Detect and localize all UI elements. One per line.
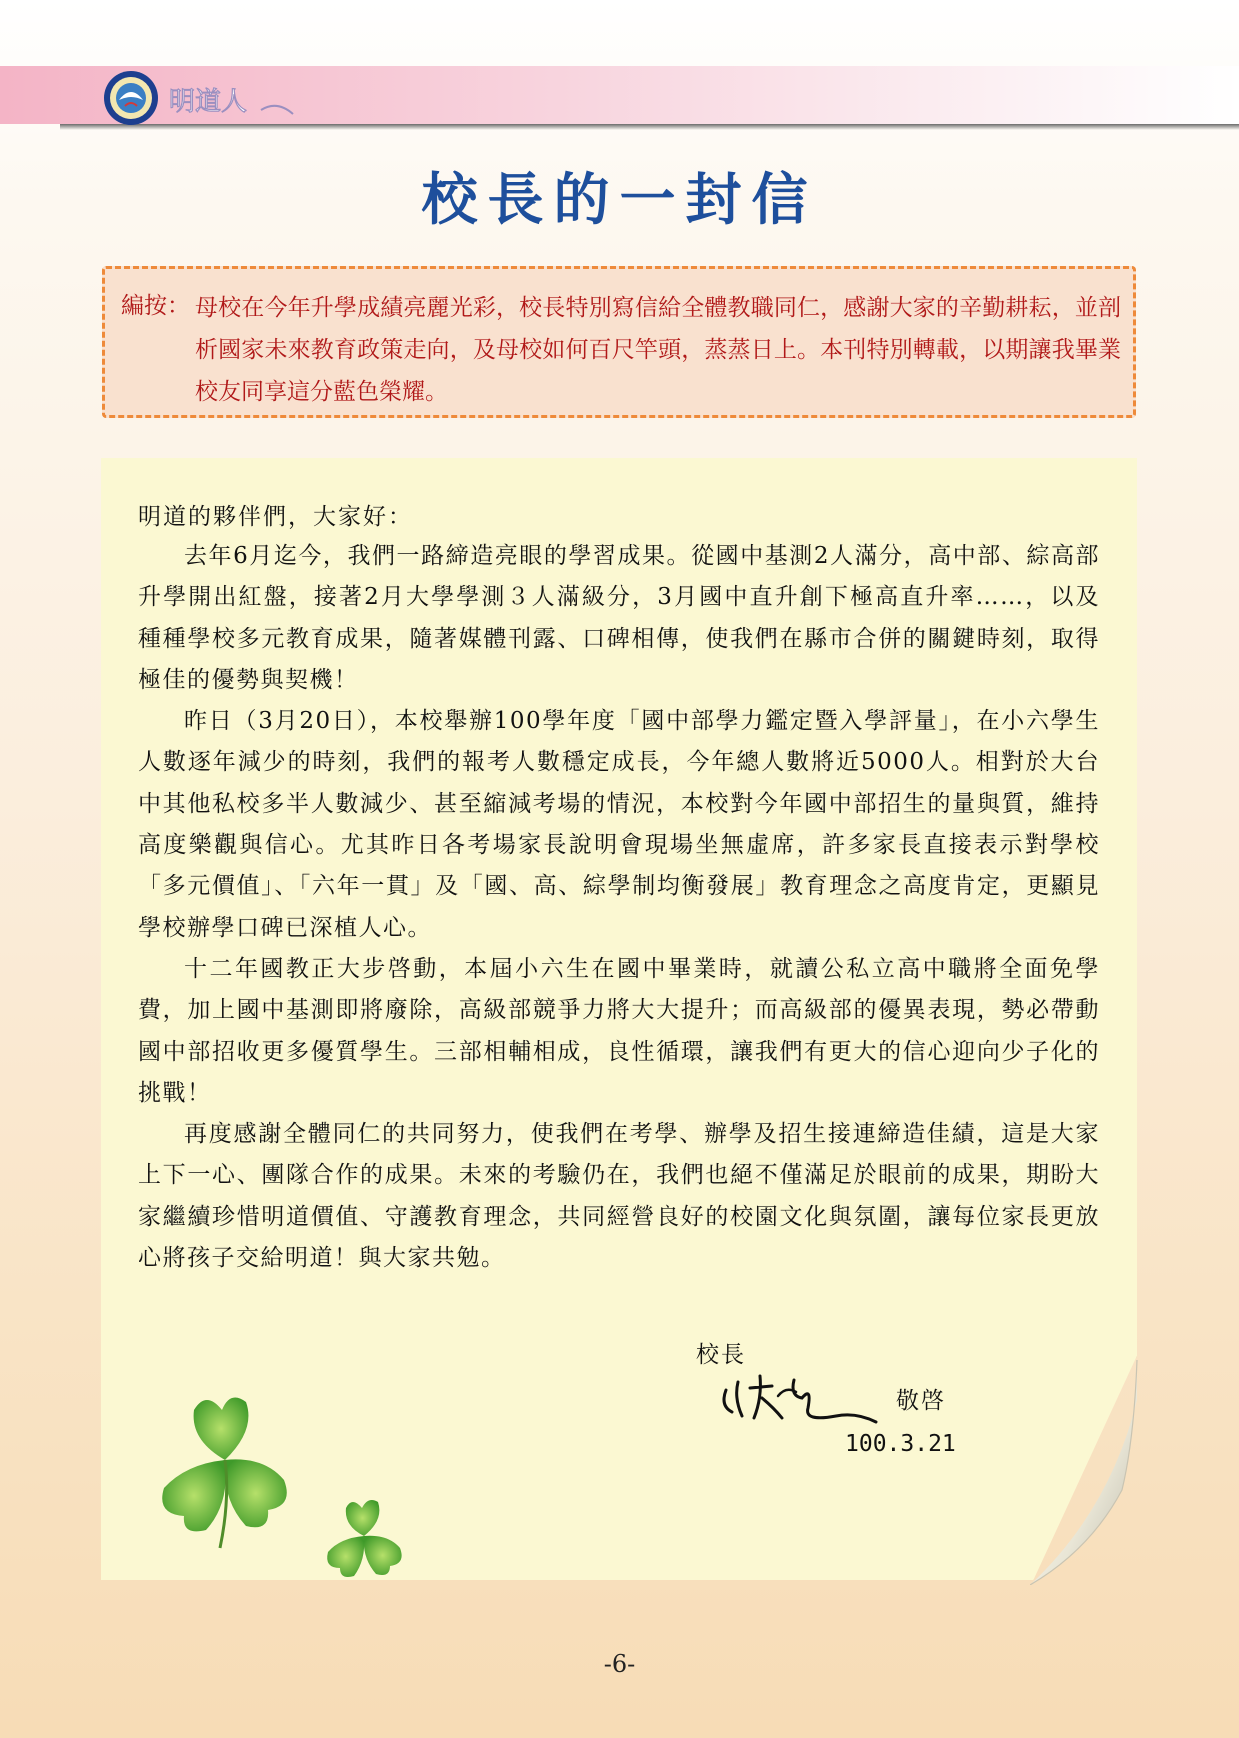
editor-note-label: 編按：	[121, 293, 190, 319]
letter-body	[138, 536, 1100, 1279]
editor-note-box	[102, 266, 1136, 418]
letter-paragraph: 去年6月迄今，我們一路締造亮眼的學習成果。從國中基測2人滿分，高中部、綜高部升學開出紅盤，接著2月大學學測３人滿級分，3月國中直升創下極高直升率……，以及種種學校多元教育成果，隨著媒體刊露、口碑相傳，使我們在縣市合併的關鍵時刻，取得極佳的優勢與契機！	[138, 543, 1100, 693]
school-emblem-icon	[103, 70, 159, 126]
letter-date: 100.3.21	[845, 1431, 956, 1457]
closing-salute: 敬啓	[896, 1388, 946, 1414]
small-clover-icon	[318, 1492, 410, 1582]
letter-greeting: 明道的夥伴們，大家好：	[138, 504, 413, 530]
large-clover-icon	[150, 1380, 300, 1550]
page-curl	[1030, 1360, 1140, 1585]
masthead-logotype	[165, 80, 305, 120]
letter-paragraph: 再度感謝全體同仁的共同努力，使我們在考學、辦學及招生接連締造佳績，這是大家上下一心、團隊合作的成果。未來的考驗仍在，我們也絕不僅滿足於眼前的成果，期盼大家繼續珍惜明道價值、守護教育理念，共同經營良好的校園文化與氛圍，讓每位家長更放心將孩子交給明道！與大家共勉。	[138, 1121, 1100, 1272]
header-shadow	[60, 124, 1239, 130]
closing-title: 校長	[696, 1342, 746, 1368]
letter-paragraph: 十二年國教正大步啓動，本屆小六生在國中畢業時，就讀公私立高中職將全面免學費，加上國中基測即將廢除，高級部競爭力將大大提升；而高級部的優異表現，勢必帶動國中部招收更多優質學生。三部相輔相成，良性循環，讓我們有更大的信心迎向少子化的挑戰！	[138, 955, 1100, 1106]
editor-note-text: 母校在今年升學成績亮麗光彩，校長特別寫信給全體教職同仁，感謝大家的辛勤耕耘，並剖析國家未來教育政策走向，及母校如何百尺竿頭，蒸蒸日上。本刊特別轉載，以期讓我畢業校友同享這分藍色榮耀。	[195, 295, 1121, 405]
svg-text:明道人: 明道人	[169, 87, 248, 117]
signature	[716, 1368, 894, 1426]
page-title: 校長的一封信	[421, 167, 818, 233]
letter-paragraph: 昨日（3月20日），本校舉辦100學年度「國中部學力鑑定暨入學評量」，在小六學生人數逐年減少的時刻，我們的報考人數穩定成長，今年總人數將近5000人。相對於大台中其他私校多半人數減少、甚至縮減考場的情況，本校對今年國中部招生的量與質，維持高度樂觀與信心。尤其昨日各考場家長說明會現場坐無虛席，許多家長直接表示對學校「多元價值」、「六年一貫」及「國、高、綜學制均衡發展」教育理念之高度肯定，更顯見學校辦學口碑已深植人心。	[138, 708, 1100, 941]
page-number: -6-	[603, 1650, 636, 1678]
